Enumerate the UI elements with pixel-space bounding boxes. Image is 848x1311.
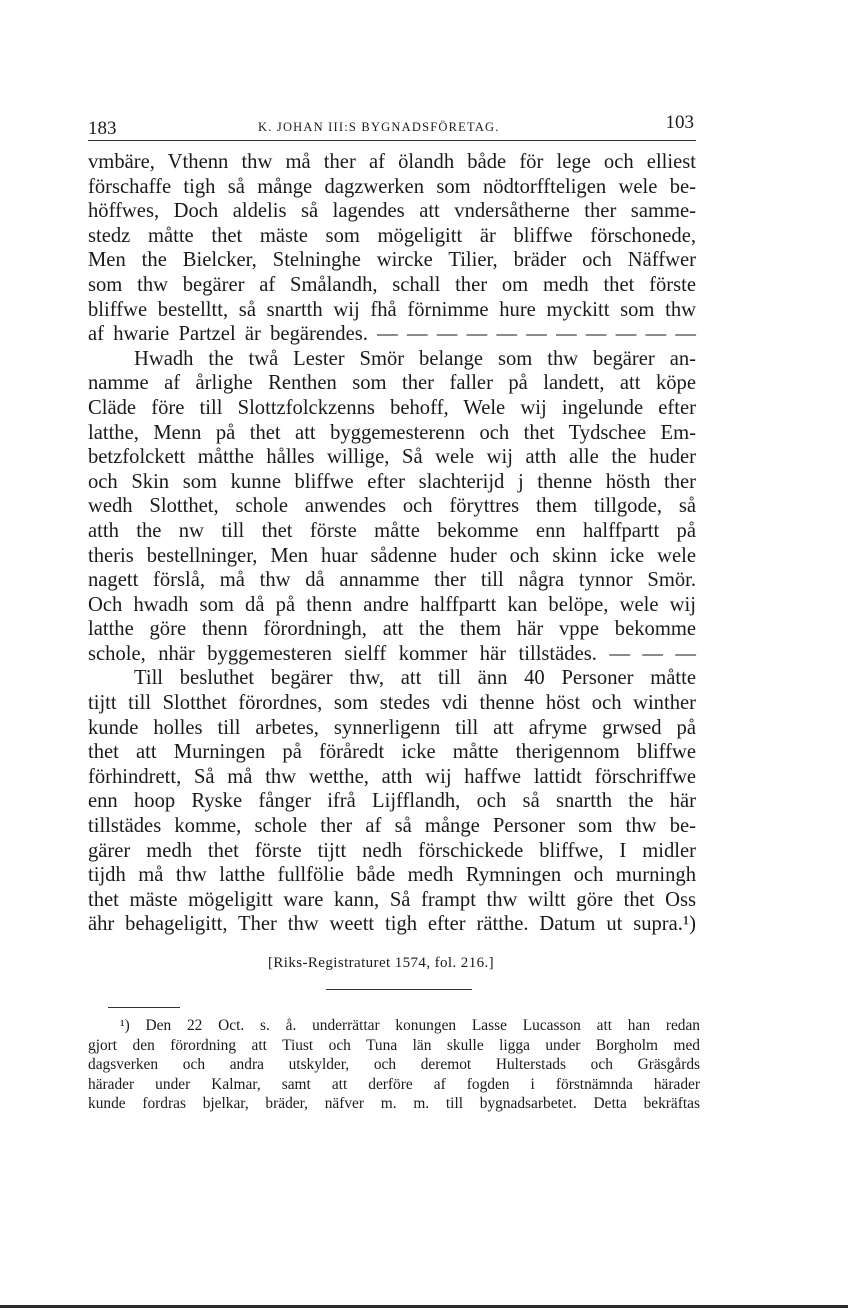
right-page-number: 103 bbox=[665, 112, 694, 133]
text-line: enn hoop Ryske fånger ifrå Lijfflandh, och så snartth the här bbox=[88, 790, 696, 813]
footnote bbox=[88, 1016, 700, 1114]
text-line: af hwarie Partzel är begärendes. — — — — — — — — — — — bbox=[88, 323, 696, 346]
text-line: namme af årlighe Renthen som ther faller på landett, att köpe bbox=[88, 372, 696, 395]
text-line: betzfolckett måtthe hålles willige, Så wele wij atth alle the huder bbox=[88, 446, 696, 469]
source-citation: [Riks-Registraturet 1574, fol. 216.] bbox=[268, 955, 495, 971]
text-line: schole, nhär byggemesteren sielff kommer här tillstädes. — — — bbox=[88, 642, 696, 665]
page-header bbox=[88, 112, 700, 142]
footnote-line: kunde fordras bjelkar, bräder, näfver m. m. till bygnadsarbetet. Detta bekräftas bbox=[88, 1095, 700, 1113]
left-page-number: 183 bbox=[88, 118, 117, 139]
text-line: nagett förslå, må thw då annamme ther till några tynnor Smör. bbox=[88, 569, 696, 592]
text-line: vmbäre, Vthenn thw må ther af ölandh både för lege och elliest bbox=[88, 151, 696, 173]
footnote-line: gjort den förordning att Tiust och Tuna län skulle ligga under Borgholm med bbox=[88, 1036, 700, 1054]
text-line: förschaffe tigh så månge dagzwerken som nödtorffteligen wele be- bbox=[88, 175, 696, 198]
body-text bbox=[88, 150, 696, 937]
text-line: tijdh må thw latthe fullfölie både medh Rymningen och murningh bbox=[88, 864, 696, 887]
header-rule bbox=[88, 140, 696, 141]
text-line: och Skin som kunne bliffwe efter slachterijd j thenne hösth ther bbox=[88, 470, 696, 493]
text-line: bliffwe bestelltt, så snartth wij fhå förnimme hure myckitt som thw bbox=[88, 298, 696, 321]
text-line: Och hwadh som då på thenn andre halffpartt kan belöpe, wele wij bbox=[88, 593, 696, 616]
footnote-line: ¹) Den 22 Oct. s. å. underrättar konungen Lasse Lucasson att han redan bbox=[120, 1017, 700, 1034]
text-line: atth the nw till thet förste måtte bekomme enn halffpartt på bbox=[88, 519, 696, 542]
running-title: K. JOHAN III:S BYGNADSFÖRETAG. bbox=[258, 120, 500, 134]
text-line: höffwes, Doch aldelis så lagendes att vndersåtherne ther samme- bbox=[88, 200, 696, 223]
text-line: kunde holles till arbetes, synnerligenn till att afryme grwsed på bbox=[88, 716, 696, 739]
text-line: stedz måtte thet mäste som mögeligitt är bliffwe förschonede, bbox=[88, 224, 696, 247]
text-line: Cläde före till Slottzfolckzenns behoff, Wele wij ingelunde efter bbox=[88, 396, 696, 419]
text-line: thet att Murningen på föråredt icke måtte therigennom bliffwe bbox=[88, 741, 696, 764]
scan-bottom-edge bbox=[0, 1305, 848, 1308]
text-line: tillstädes komme, schole ther af så månge Personer som thw be- bbox=[88, 815, 696, 838]
text-line: wedh Slotthet, schole anwendes och föryttres them tillgode, så bbox=[88, 495, 696, 518]
text-line: Men the Bielcker, Stelninghe wircke Tilier, bräder och Näffwer bbox=[88, 249, 696, 272]
footnote-line: härader under Kalmar, samt att derföre af fogden i förstnämnda härader bbox=[88, 1075, 700, 1093]
text-line: latthe, Menn på thet att byggemesterenn och thet Tydschee Em- bbox=[88, 421, 696, 444]
text-line: latthe göre thenn förordningh, att the them här vppe bekomme bbox=[88, 618, 696, 641]
text-line: tijtt till Slotthet förordnes, som stedes vdi thenne höst och winther bbox=[88, 692, 696, 715]
text-line: thet mäste mögeligitt ware kann, Så frampt thw wiltt göre thet Oss bbox=[88, 888, 696, 911]
text-line: som thw begärer af Smålandh, schall ther om medh thet förste bbox=[88, 273, 696, 296]
section-rule bbox=[326, 989, 472, 990]
text-line: förhindrett, Så må thw wetthe, atth wij haffwe lattidt förschriffwe bbox=[88, 765, 696, 788]
text-line: gärer medh thet förste tijtt nedh förschickede bliffwe, I midler bbox=[88, 839, 696, 862]
text-line: theris bestellninger, Men huar sådenne huder och skinn icke wele bbox=[88, 544, 696, 567]
text-line: Till besluthet begärer thw, att till änn 40 Personer måtte bbox=[134, 667, 696, 690]
footnote-line: dagsverken och andra utskylder, och deremot Hulterstads och Gräsgårds bbox=[88, 1056, 700, 1074]
text-line: ähr behageligitt, Ther thw weett tigh efter rätthe. Datum ut supra.¹) bbox=[88, 913, 696, 936]
text-line: Hwadh the twå Lester Smör belange som thw begärer an- bbox=[134, 347, 696, 370]
footnote-rule bbox=[108, 1007, 180, 1008]
